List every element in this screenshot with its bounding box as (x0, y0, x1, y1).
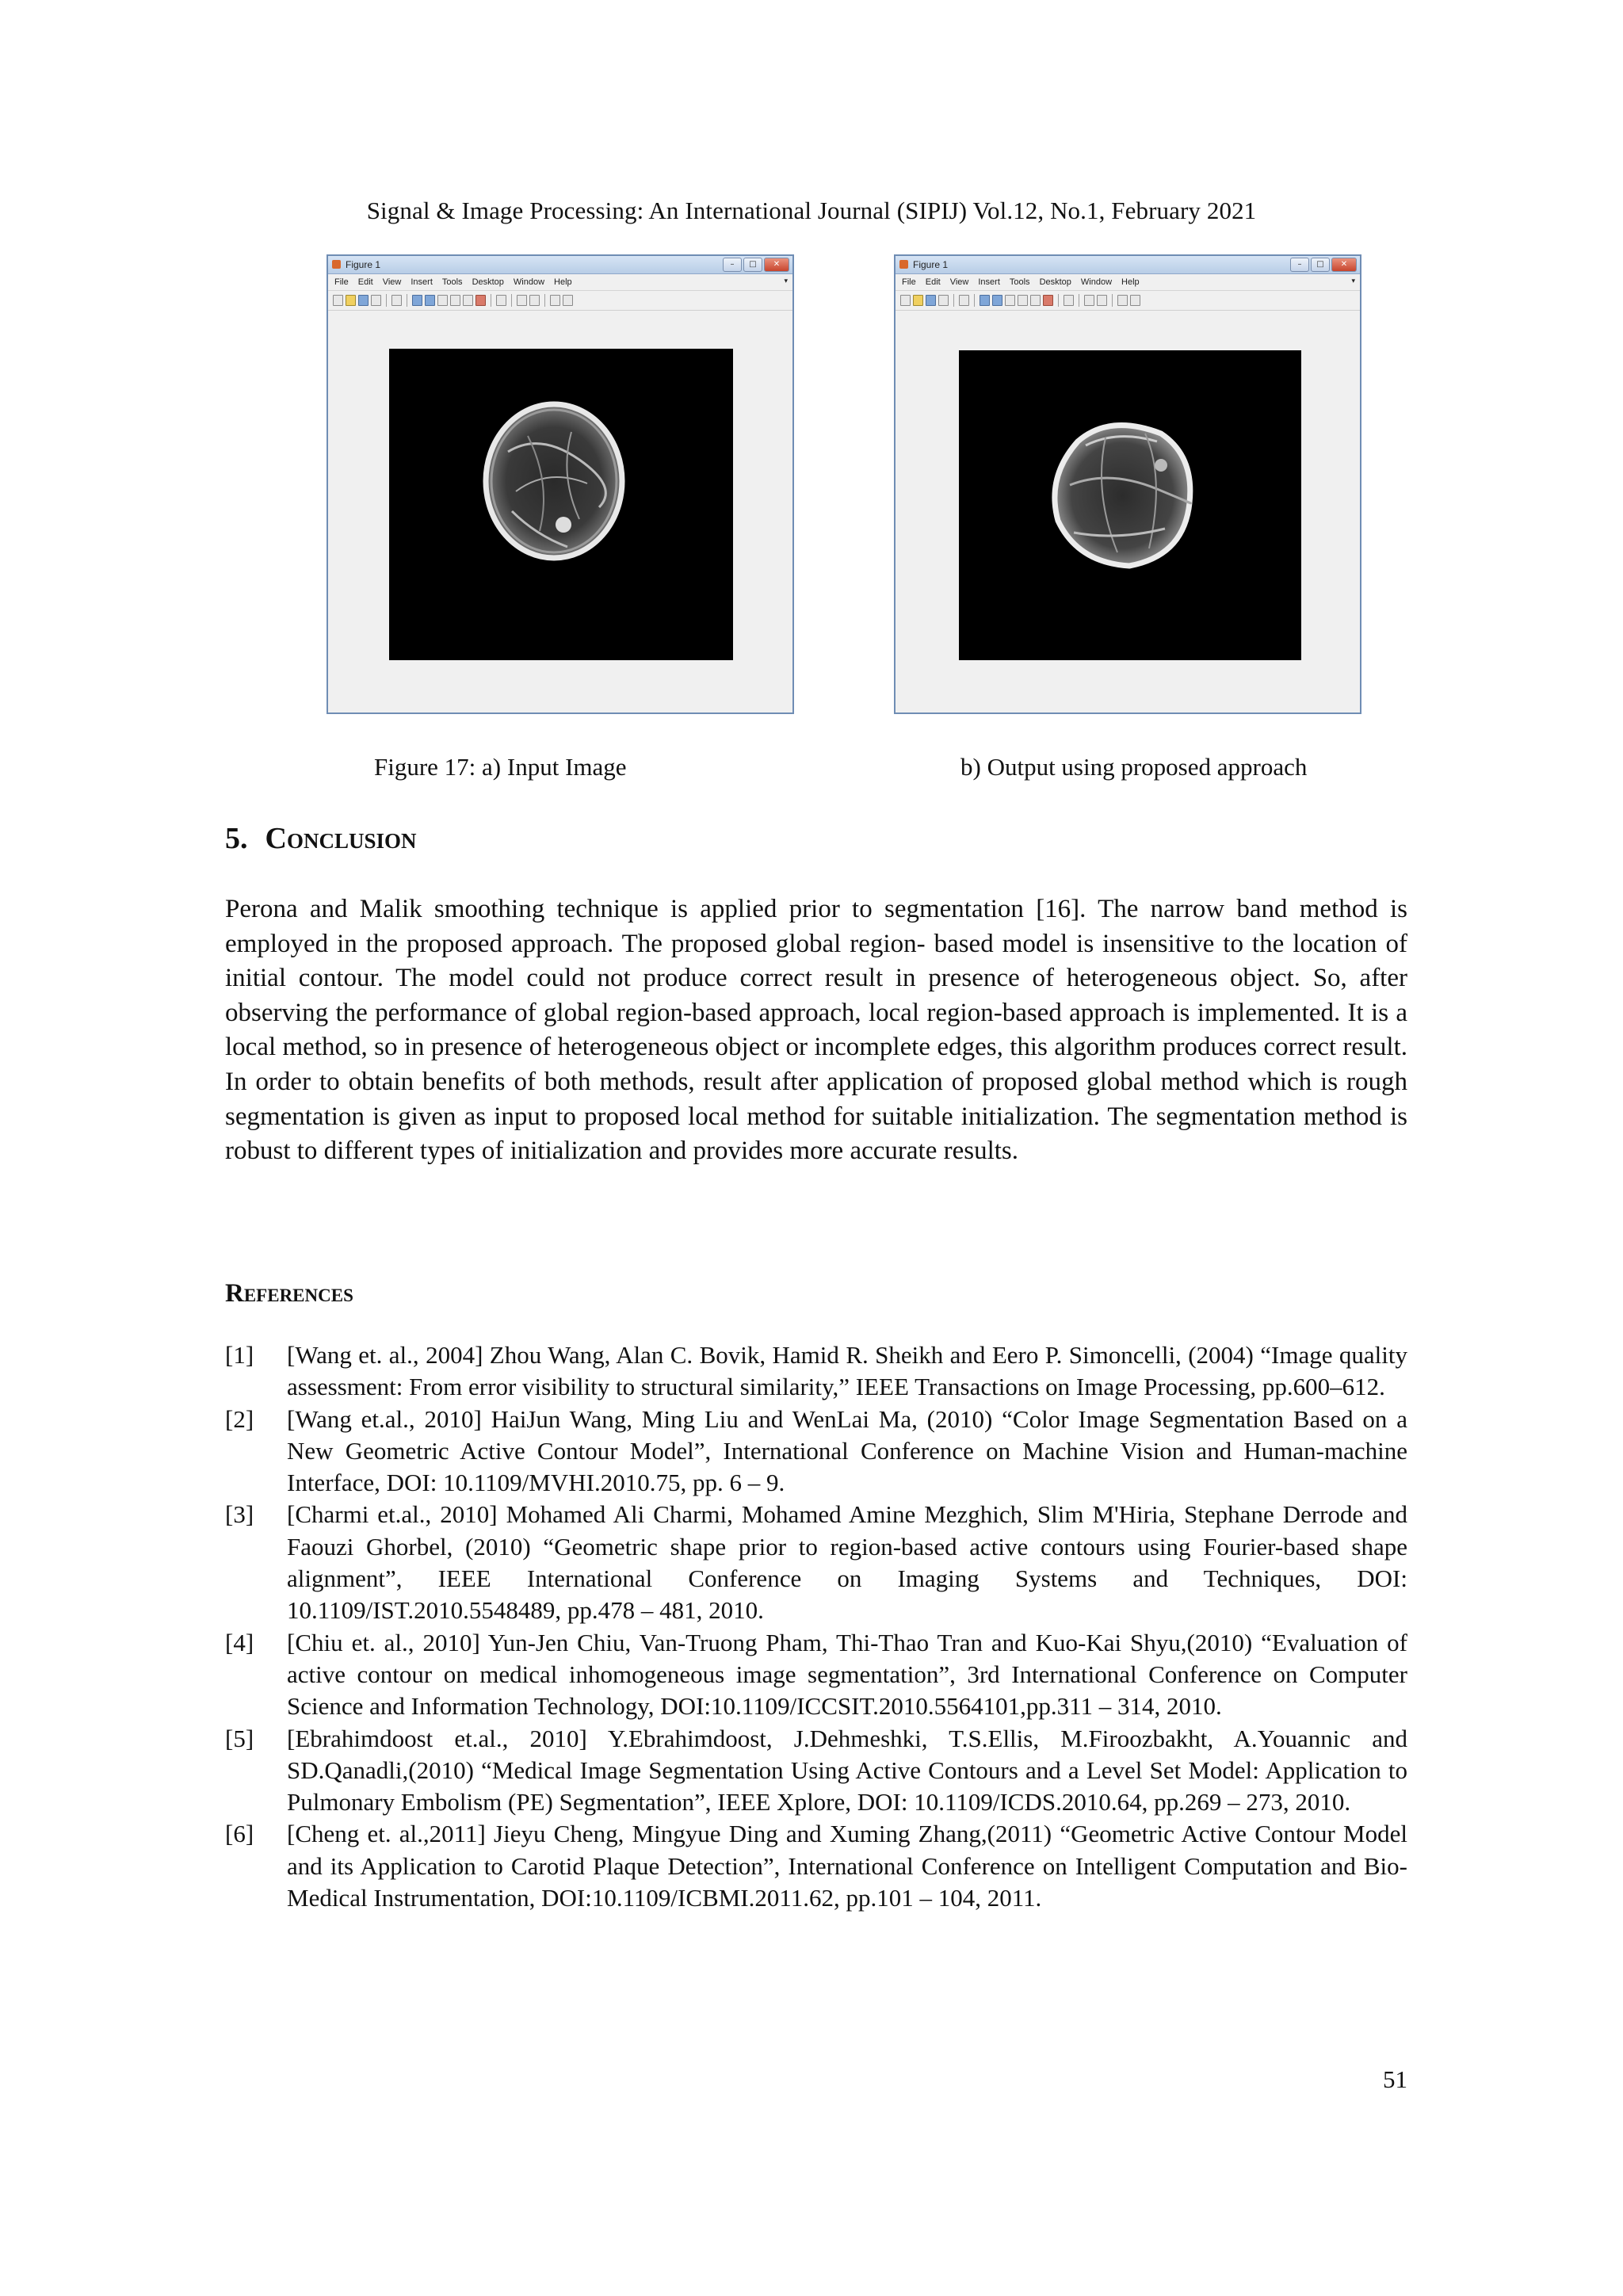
menu-file[interactable]: File (902, 277, 916, 287)
menu-view[interactable]: View (382, 277, 402, 287)
print-icon[interactable] (371, 295, 381, 306)
figure-caption-b: b) Output using proposed approach (960, 753, 1308, 781)
save-icon[interactable] (926, 295, 936, 306)
save-icon[interactable] (358, 295, 369, 306)
figure-titlebar (896, 256, 1360, 274)
reference-number: [5] (225, 1724, 254, 1752)
reference-number: [2] (225, 1404, 254, 1433)
reference-number: [4] (225, 1628, 254, 1656)
figure-menubar (328, 274, 792, 291)
reference-item (225, 1723, 1407, 1819)
figure-window-output (894, 254, 1361, 714)
menu-insert[interactable]: Insert (978, 277, 1000, 287)
close-button[interactable]: ✕ (1331, 258, 1357, 272)
figure-titlebar (328, 256, 792, 274)
colorbar-icon[interactable] (1084, 295, 1094, 306)
new-figure-icon[interactable] (333, 295, 343, 306)
reference-text: [Wang et. al., 2004] Zhou Wang, Alan C. Bovik, Hamid R. Sheikh and Eero P. Simoncelli, (2004) “Image quality assessment: From error visibility to structural similarity,” IEEE Transactions on Image Processing, pp.600–612. (287, 1341, 1407, 1401)
references-heading: References (225, 1279, 353, 1308)
menu-view[interactable]: View (949, 277, 969, 287)
figure-window-title: Figure 1 (346, 259, 381, 270)
reference-item (225, 1818, 1407, 1914)
edit-plot-icon[interactable] (391, 295, 402, 306)
menu-edit[interactable]: Edit (925, 277, 941, 287)
menu-edit[interactable]: Edit (357, 277, 373, 287)
menu-tools[interactable]: Tools (441, 277, 463, 287)
legend-icon[interactable] (1097, 295, 1107, 306)
menu-window[interactable]: Window (1080, 277, 1113, 287)
show-tools-icon[interactable] (563, 295, 573, 306)
reference-text: [Ebrahimdoost et.al., 2010] Y.Ebrahimdoost, J.Dehmeshki, T.S.Ellis, M.Firoozbakht, A.Youannic and SD.Qanadli,(2010) “Medical Image Segmentation Using Active Contours and a Level Set Model: Application to Pulmonary Embolism (PE) Segmentation”, IEEE Xplore, DOI: 10.1109/ICDS.2010.64, pp.269 – 273, 2010. (287, 1724, 1407, 1817)
figure-window-input (327, 254, 794, 714)
reference-item (225, 1627, 1407, 1723)
print-icon[interactable] (938, 295, 949, 306)
menu-desktop[interactable]: Desktop (472, 277, 504, 287)
reference-list (225, 1339, 1407, 1914)
reference-item (225, 1339, 1407, 1404)
conclusion-paragraph: Perona and Malik smoothing technique is applied prior to segmentation [16]. The narrow band method is employed in the proposed approach. The proposed global region- based model is insensitive to the location of initial contour. The model could not produce correct result in presence of heterogeneous object. So, after observing the performance of global region-based approach, local region-based approach is implemented. It is a local method, so in presence of heterogeneous object or incomplete edges, this algorithm produces correct result. In order to obtain benefits of both methods, result after application of proposed global method which is rough segmentation is given as input to proposed local method for suitable initialization. The segmentation method is robust to different types of initialization and provides more accurate results. (225, 895, 1407, 1166)
matlab-icon (899, 260, 908, 269)
figure-menubar (896, 274, 1360, 291)
figure-caption-a: Figure 17: a) Input Image (374, 753, 627, 781)
rotate-icon[interactable] (1018, 295, 1028, 306)
reference-item (225, 1404, 1407, 1499)
section-number: 5. (225, 822, 248, 855)
close-button[interactable]: ✕ (764, 258, 789, 272)
zoom-in-icon[interactable] (412, 295, 422, 306)
menu-overflow-icon[interactable]: ▾ (784, 277, 788, 285)
reference-number: [1] (225, 1341, 254, 1369)
legend-icon[interactable] (529, 295, 540, 306)
reference-number: [6] (225, 1820, 254, 1848)
reference-item (225, 1499, 1407, 1626)
maximize-button[interactable]: □ (1311, 258, 1330, 272)
reference-text: [Cheng et. al.,2011] Jieyu Cheng, Mingyue Ding and Xuming Zhang,(2011) “Geometric Active Contour Model and its Application to Carotid Plaque Detection”, International Conference on Intelligent Computation and Bio-Medical Instrumentation, DOI:10.1109/ICBMI.2011.62, pp.101 – 104, 2011. (287, 1820, 1407, 1912)
section-heading (225, 821, 416, 856)
show-tools-icon[interactable] (1130, 295, 1140, 306)
reference-number: [3] (225, 1500, 254, 1529)
hide-tools-icon[interactable] (550, 295, 560, 306)
brush-icon[interactable] (475, 295, 486, 306)
pan-icon[interactable] (1005, 295, 1015, 306)
matlab-icon (332, 260, 341, 269)
page-number: 51 (1383, 2065, 1407, 2093)
menu-help[interactable]: Help (1121, 277, 1140, 287)
figure-toolbar (328, 291, 792, 311)
new-figure-icon[interactable] (900, 295, 911, 306)
input-image (389, 349, 733, 660)
running-head: Signal & Image Processing: An International Journal (SIPIJ) Vol.12, No.1, February 2021 (366, 197, 1257, 224)
reference-text: [Chiu et. al., 2010] Yun-Jen Chiu, Van-Truong Pham, Thi-Thao Tran and Kuo-Kai Shyu,(2010) “Evaluation of active contour on medical inhomogeneous image segmentation”, 3rd International Conference on Computer Science and Information Technology, DOI:10.1109/ICCSIT.2010.5564101,pp.311 – 314, 2010. (287, 1628, 1407, 1721)
link-icon[interactable] (1064, 295, 1074, 306)
colorbar-icon[interactable] (517, 295, 527, 306)
data-cursor-icon[interactable] (1030, 295, 1041, 306)
edit-plot-icon[interactable] (959, 295, 969, 306)
zoom-in-icon[interactable] (980, 295, 990, 306)
data-cursor-icon[interactable] (463, 295, 473, 306)
section-title: Conclusion (265, 822, 417, 855)
zoom-out-icon[interactable] (425, 295, 435, 306)
menu-desktop[interactable]: Desktop (1039, 277, 1071, 287)
brush-icon[interactable] (1043, 295, 1053, 306)
reference-text: [Charmi et.al., 2010] Mohamed Ali Charmi, Mohamed Amine Mezghich, Slim M'Hiria, Stephane Derrode and Faouzi Ghorbel, (2010) “Geometric shape prior to region-based active contours using Fourier-based shape alignment”, IEEE International Conference on Imaging Systems and Techniques, DOI: 10.1109/IST.2010.5548489, pp.478 – 481, 2010. (287, 1500, 1407, 1625)
menu-insert[interactable]: Insert (411, 277, 433, 287)
open-file-icon[interactable] (346, 295, 356, 306)
reference-text: [Wang et.al., 2010] HaiJun Wang, Ming Liu and WenLai Ma, (2010) “Color Image Segmentation Based on a New Geometric Active Contour Model”, International Conference on Machine Vision and Human-machine Interface, DOI: 10.1109/MVHI.2010.75, pp. 6 – 9. (287, 1404, 1407, 1497)
menu-window[interactable]: Window (513, 277, 545, 287)
figure-toolbar (896, 291, 1360, 311)
menu-file[interactable]: File (334, 277, 349, 287)
minimize-button[interactable]: – (1290, 258, 1309, 272)
menu-overflow-icon[interactable]: ▾ (1351, 277, 1355, 285)
minimize-button[interactable]: – (723, 258, 742, 272)
maximize-button[interactable]: □ (743, 258, 762, 272)
output-image (959, 350, 1301, 660)
rotate-icon[interactable] (450, 295, 460, 306)
link-icon[interactable] (496, 295, 506, 306)
figure-window-title: Figure 1 (913, 259, 949, 270)
zoom-out-icon[interactable] (992, 295, 1002, 306)
menu-tools[interactable]: Tools (1009, 277, 1030, 287)
hide-tools-icon[interactable] (1117, 295, 1128, 306)
pan-icon[interactable] (437, 295, 448, 306)
open-file-icon[interactable] (913, 295, 923, 306)
menu-help[interactable]: Help (554, 277, 572, 287)
